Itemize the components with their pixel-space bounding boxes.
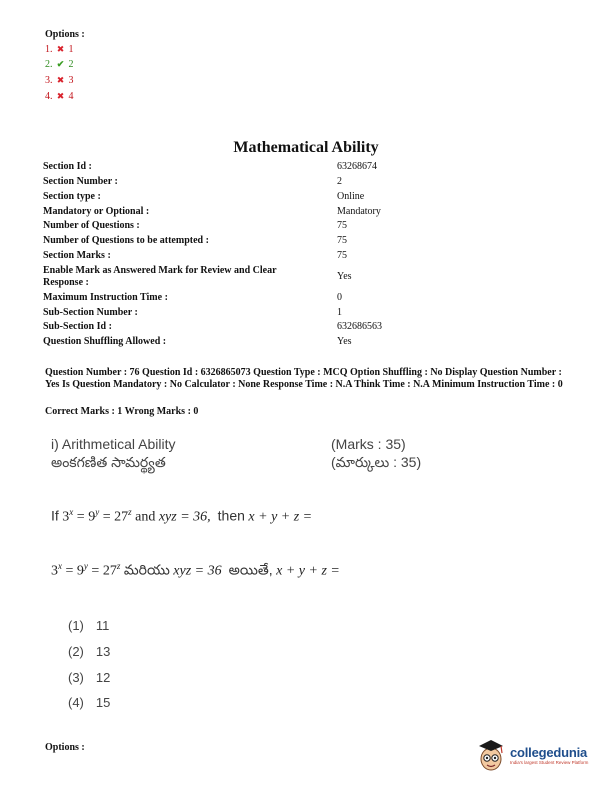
cross-icon: ✖ — [56, 75, 65, 85]
option-number: 3. — [45, 75, 53, 86]
subsection-number-value: 1 — [337, 307, 342, 318]
max-instruction-value: 0 — [337, 292, 342, 303]
option-number: 2. — [45, 59, 53, 70]
enable-mark-value: Yes — [337, 271, 352, 282]
option-value: 2 — [68, 59, 74, 70]
cross-icon: ✖ — [56, 91, 65, 101]
marks-te: (మార్కులు : 35) — [331, 454, 422, 470]
option-2 — [45, 59, 74, 70]
choice-4: (4) 15 — [68, 695, 111, 710]
section-marks-value: 75 — [337, 250, 347, 261]
cross-icon: ✖ — [56, 44, 65, 54]
marks-en: (Marks : 35) — [331, 436, 406, 452]
question-text-en: If $3^x = 9^y = 27^z$ and xyz = 36, then x + y + z = — [51, 507, 313, 525]
section-type-label: Section type : — [43, 191, 101, 202]
option-number: 1. — [45, 44, 53, 55]
question-marks: Correct Marks : 1 Wrong Marks : 0 — [45, 406, 199, 417]
shuffling-label: Question Shuffling Allowed : — [43, 336, 167, 347]
subsection-id-value: 632686563 — [337, 321, 382, 332]
choice-1: (1) 11 — [68, 618, 110, 633]
subsection-heading — [51, 435, 175, 471]
mandatory-value: Mandatory — [337, 206, 381, 217]
options-title-bottom: Options : — [45, 742, 85, 753]
logo-name: collegedunia — [510, 745, 588, 760]
subsection-id-label: Sub-Section Id : — [43, 321, 112, 332]
option-1 — [45, 44, 74, 55]
section-id-label: Section Id : — [43, 161, 92, 172]
option-3 — [45, 75, 74, 86]
option-value: 3 — [68, 75, 74, 86]
question-text-te: $3^x = 9^y = 27^z$ మరియు xyz = 36 అయితే, x + y + z = — [51, 561, 340, 579]
section-id-value: 63268674 — [337, 161, 377, 172]
option-value: 4 — [68, 91, 74, 102]
shuffling-value: Yes — [337, 336, 352, 347]
enable-mark-label: Enable Mark as Answered Mark for Review and Clear Response : — [43, 265, 277, 288]
section-number-value: 2 — [337, 176, 342, 187]
num-attempt-value: 75 — [337, 235, 347, 246]
max-instruction-label: Maximum Instruction Time : — [43, 292, 168, 303]
options-title: Options : — [45, 29, 85, 40]
subsection-number-label: Sub-Section Number : — [43, 307, 138, 318]
choice-2: (2) 13 — [68, 644, 111, 659]
subsection-title-en: i) Arithmetical Ability — [51, 436, 176, 452]
question-info: Question Number : 76 Question Id : 6326865073 Question Type : MCQ Option Shuffling : No Display Question Number : Yes Is Question Mandatory : No Calculator : None Response Time : N.A Think Time : N.A Minimum Instruction Time : 0 — [45, 367, 563, 390]
option-4 — [45, 91, 74, 102]
option-number: 4. — [45, 91, 53, 102]
mascot-icon — [476, 737, 506, 773]
num-questions-label: Number of Questions : — [43, 220, 140, 231]
num-attempt-label: Number of Questions to be attempted : — [43, 235, 209, 246]
subsection-title-te: అంకగణిత సామర్థ్యత — [51, 454, 166, 470]
section-type-value: Online — [337, 191, 365, 202]
option-value: 1 — [68, 44, 74, 55]
section-number-label: Section Number : — [43, 176, 118, 187]
subsection-marks — [331, 435, 421, 471]
mandatory-label: Mandatory or Optional : — [43, 206, 150, 217]
collegedunia-logo — [476, 735, 606, 775]
logo-tagline: India's largest Student Review Platform — [510, 760, 589, 765]
num-questions-value: 75 — [337, 220, 347, 231]
section-title: Mathematical Ability — [233, 139, 379, 156]
section-marks-label: Section Marks : — [43, 250, 111, 261]
check-icon: ✔ — [56, 59, 65, 69]
choice-3: (3) 12 — [68, 670, 111, 685]
